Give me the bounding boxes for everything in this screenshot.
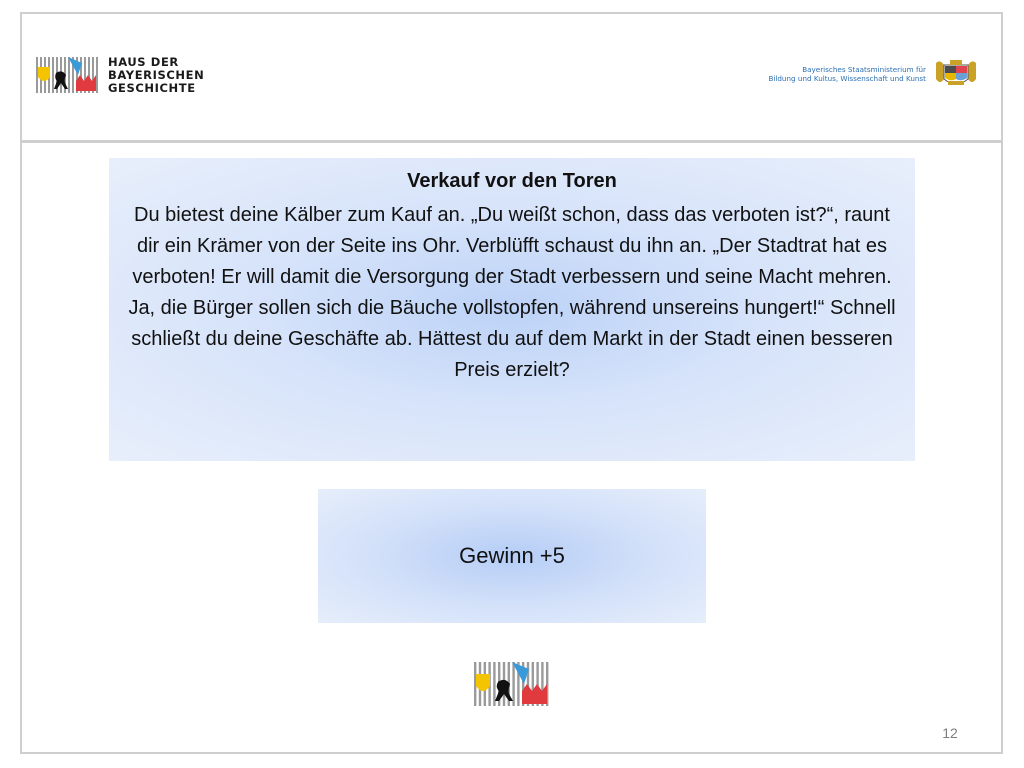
result-box[interactable] [318, 489, 706, 623]
ministry-logo [768, 58, 978, 90]
result-label: Gewinn +5 [459, 543, 565, 568]
haus-der-bayerischen-geschichte-logo-icon [474, 660, 550, 708]
header-divider [20, 140, 1003, 143]
ministry-line-1: Bayerisches Staatsministerium für [802, 65, 926, 74]
ministry-logo-text [768, 65, 926, 83]
hdbg-logo-text [108, 56, 204, 95]
hdbg-logo [36, 54, 204, 96]
story-box [109, 158, 915, 461]
hdbg-logo-line-3: GESCHICHTE [108, 80, 196, 95]
bavarian-coat-of-arms-icon [934, 59, 978, 89]
ministry-line-2: Bildung und Kultus, Wissenschaft und Kunst [768, 74, 926, 83]
hdbg-logo-line-2: BAYERISCHEN [108, 67, 205, 82]
story-text: Du bietest deine Kälber zum Kauf an. „Du weißt schon, dass das verboten ist?“, raunt dir ein Krämer von der Seite ins Ohr. Verblüfft schaust du ihn an. „Der Stadtrat hat es verboten! Er will damit die Versorgung der Stadt verbessern und seine Macht mehren. Ja, die Bürger sollen sich die Bäuche vollstopfen, während unsereins hungert!“ Schnell schließt du deine Geschäfte ab. Hättest du auf dem Markt in der Stadt einen besseren Preis erzielt? [128, 204, 896, 381]
story-title: Verkauf vor den Toren [407, 170, 617, 192]
hdbg-logo-line-1: HAUS DER [108, 54, 179, 69]
page-number: 12 [942, 725, 958, 741]
bottom-logo [474, 660, 550, 713]
haus-der-bayerischen-geschichte-logo-icon [36, 55, 100, 95]
